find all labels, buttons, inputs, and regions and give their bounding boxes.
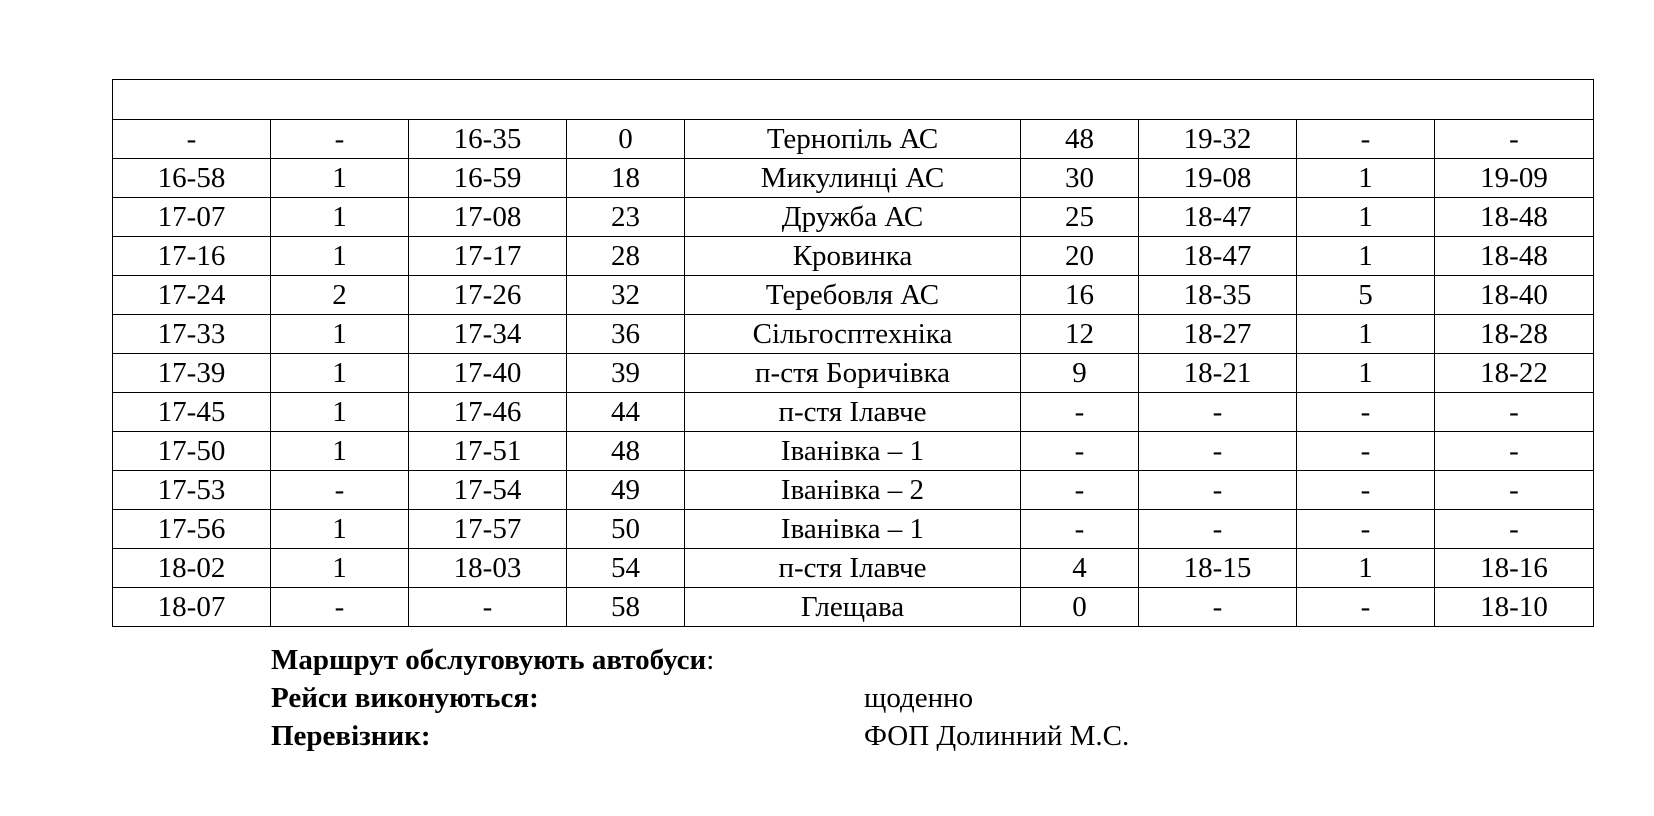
cell-return-distance-km: 4 — [1021, 549, 1139, 588]
cell-distance-km: 58 — [567, 588, 685, 627]
cell-distance-km: 54 — [567, 549, 685, 588]
cell-distance-km: 50 — [567, 510, 685, 549]
cell-arrival-time: 18-07 — [113, 588, 271, 627]
cell-return-arrival-time: 19-08 — [1139, 159, 1297, 198]
cell-departure-time: 17-08 — [409, 198, 567, 237]
cell-stop-minutes: 1 — [271, 432, 409, 471]
cell-return-stop-minutes: - — [1297, 471, 1435, 510]
cell-distance-km: 39 — [567, 354, 685, 393]
cell-return-arrival-time: 18-47 — [1139, 198, 1297, 237]
schedule-table — [112, 79, 1594, 627]
table-row — [113, 432, 1594, 471]
cell-return-arrival-time: - — [1139, 510, 1297, 549]
cell-departure-time: 17-26 — [409, 276, 567, 315]
cell-return-distance-km: 30 — [1021, 159, 1139, 198]
cell-stop-minutes: 1 — [271, 237, 409, 276]
cell-return-stop-minutes: - — [1297, 510, 1435, 549]
cell-return-distance-km: 48 — [1021, 120, 1139, 159]
carrier-label: Перевізник: — [271, 720, 431, 752]
cell-distance-km: 48 — [567, 432, 685, 471]
cell-return-arrival-time: - — [1139, 588, 1297, 627]
cell-return-distance-km: 20 — [1021, 237, 1139, 276]
table-header-row — [113, 80, 1594, 120]
cell-distance-km: 18 — [567, 159, 685, 198]
table-row — [113, 198, 1594, 237]
table-row — [113, 276, 1594, 315]
cell-stop-name: п-стя Ілавче — [685, 549, 1021, 588]
cell-return-departure-time: 18-40 — [1435, 276, 1594, 315]
footer-carrier-line — [271, 717, 431, 755]
cell-distance-km: 44 — [567, 393, 685, 432]
cell-stop-minutes: 1 — [271, 393, 409, 432]
buses-label: Маршрут обслуговують автобуси — [271, 644, 707, 676]
cell-return-stop-minutes: 1 — [1297, 237, 1435, 276]
cell-stop-name: Микулинці АС — [685, 159, 1021, 198]
cell-arrival-time: 17-16 — [113, 237, 271, 276]
footer-trips-line — [271, 679, 539, 717]
cell-stop-minutes: 1 — [271, 198, 409, 237]
cell-departure-time: 17-34 — [409, 315, 567, 354]
cell-stop-minutes: 1 — [271, 510, 409, 549]
cell-arrival-time: 17-33 — [113, 315, 271, 354]
cell-arrival-time: 17-53 — [113, 471, 271, 510]
cell-return-stop-minutes: 5 — [1297, 276, 1435, 315]
cell-stop-minutes: 1 — [271, 549, 409, 588]
cell-departure-time: 18-03 — [409, 549, 567, 588]
table-row — [113, 471, 1594, 510]
cell-return-distance-km: 0 — [1021, 588, 1139, 627]
cell-return-arrival-time: 19-32 — [1139, 120, 1297, 159]
cell-departure-time: 17-17 — [409, 237, 567, 276]
cell-stop-name: Іванівка – 1 — [685, 510, 1021, 549]
buses-colon: : — [706, 644, 715, 676]
footer-buses-line — [271, 641, 714, 679]
cell-return-arrival-time: - — [1139, 393, 1297, 432]
cell-stop-name: Тернопіль АС — [685, 120, 1021, 159]
cell-stop-minutes: 1 — [271, 159, 409, 198]
cell-return-arrival-time: 18-47 — [1139, 237, 1297, 276]
cell-return-stop-minutes: 1 — [1297, 315, 1435, 354]
cell-departure-time: - — [409, 588, 567, 627]
cell-stop-name: Сільгосптехніка — [685, 315, 1021, 354]
cell-return-arrival-time: - — [1139, 471, 1297, 510]
cell-return-departure-time: 18-48 — [1435, 198, 1594, 237]
cell-return-distance-km: - — [1021, 510, 1139, 549]
table-row — [113, 354, 1594, 393]
cell-stop-minutes: 1 — [271, 315, 409, 354]
cell-distance-km: 49 — [567, 471, 685, 510]
cell-return-departure-time: - — [1435, 471, 1594, 510]
cell-departure-time: 16-35 — [409, 120, 567, 159]
table-row — [113, 549, 1594, 588]
cell-return-distance-km: 16 — [1021, 276, 1139, 315]
cell-departure-time: 16-59 — [409, 159, 567, 198]
cell-return-departure-time: 18-16 — [1435, 549, 1594, 588]
cell-return-arrival-time: 18-15 — [1139, 549, 1297, 588]
cell-return-distance-km: - — [1021, 393, 1139, 432]
cell-arrival-time: 18-02 — [113, 549, 271, 588]
cell-stop-name: Кровинка — [685, 237, 1021, 276]
cell-return-departure-time: 18-10 — [1435, 588, 1594, 627]
cell-departure-time: 17-46 — [409, 393, 567, 432]
cell-arrival-time: 17-07 — [113, 198, 271, 237]
cell-stop-name: Іванівка – 2 — [685, 471, 1021, 510]
cell-return-stop-minutes: 1 — [1297, 198, 1435, 237]
cell-return-departure-time: - — [1435, 120, 1594, 159]
cell-distance-km: 32 — [567, 276, 685, 315]
cell-stop-name: п-стя Ілавче — [685, 393, 1021, 432]
cell-arrival-time: 17-24 — [113, 276, 271, 315]
cell-return-arrival-time: 18-27 — [1139, 315, 1297, 354]
cell-return-departure-time: - — [1435, 432, 1594, 471]
cell-return-departure-time: - — [1435, 393, 1594, 432]
cell-return-arrival-time: 18-35 — [1139, 276, 1297, 315]
cell-arrival-time: 17-39 — [113, 354, 271, 393]
cell-return-departure-time: 19-09 — [1435, 159, 1594, 198]
cell-departure-time: 17-51 — [409, 432, 567, 471]
table-header-cell — [113, 80, 1594, 120]
cell-return-distance-km: 25 — [1021, 198, 1139, 237]
cell-return-distance-km: 12 — [1021, 315, 1139, 354]
cell-stop-name: п-стя Боричівка — [685, 354, 1021, 393]
cell-return-departure-time: - — [1435, 510, 1594, 549]
cell-return-arrival-time: - — [1139, 432, 1297, 471]
cell-stop-name: Дружба АС — [685, 198, 1021, 237]
cell-return-stop-minutes: 1 — [1297, 354, 1435, 393]
cell-arrival-time: 17-56 — [113, 510, 271, 549]
cell-return-stop-minutes: - — [1297, 588, 1435, 627]
cell-stop-name: Теребовля АС — [685, 276, 1021, 315]
trips-value: щоденно — [864, 682, 974, 714]
cell-stop-minutes: - — [271, 120, 409, 159]
cell-return-stop-minutes: 1 — [1297, 159, 1435, 198]
cell-departure-time: 17-54 — [409, 471, 567, 510]
cell-return-stop-minutes: 1 — [1297, 549, 1435, 588]
cell-stop-minutes: - — [271, 588, 409, 627]
carrier-value: ФОП Долинний М.С. — [864, 720, 1130, 752]
cell-return-distance-km: - — [1021, 471, 1139, 510]
cell-arrival-time: 17-50 — [113, 432, 271, 471]
table-row — [113, 315, 1594, 354]
cell-stop-minutes: 2 — [271, 276, 409, 315]
cell-distance-km: 23 — [567, 198, 685, 237]
cell-departure-time: 17-57 — [409, 510, 567, 549]
table-row — [113, 120, 1594, 159]
cell-return-distance-km: 9 — [1021, 354, 1139, 393]
cell-arrival-time: - — [113, 120, 271, 159]
table-row — [113, 588, 1594, 627]
cell-return-stop-minutes: - — [1297, 120, 1435, 159]
cell-departure-time: 17-40 — [409, 354, 567, 393]
cell-arrival-time: 17-45 — [113, 393, 271, 432]
table-row — [113, 159, 1594, 198]
cell-return-distance-km: - — [1021, 432, 1139, 471]
table-row — [113, 510, 1594, 549]
cell-return-departure-time: 18-48 — [1435, 237, 1594, 276]
cell-arrival-time: 16-58 — [113, 159, 271, 198]
cell-stop-name: Іванівка – 1 — [685, 432, 1021, 471]
cell-return-departure-time: 18-28 — [1435, 315, 1594, 354]
cell-return-stop-minutes: - — [1297, 393, 1435, 432]
cell-stop-minutes: - — [271, 471, 409, 510]
cell-return-stop-minutes: - — [1297, 432, 1435, 471]
cell-distance-km: 36 — [567, 315, 685, 354]
table-row — [113, 237, 1594, 276]
cell-stop-name: Глещава — [685, 588, 1021, 627]
cell-distance-km: 0 — [567, 120, 685, 159]
table-row — [113, 393, 1594, 432]
cell-stop-minutes: 1 — [271, 354, 409, 393]
cell-return-departure-time: 18-22 — [1435, 354, 1594, 393]
trips-label: Рейси виконуються: — [271, 682, 539, 714]
cell-distance-km: 28 — [567, 237, 685, 276]
cell-return-arrival-time: 18-21 — [1139, 354, 1297, 393]
